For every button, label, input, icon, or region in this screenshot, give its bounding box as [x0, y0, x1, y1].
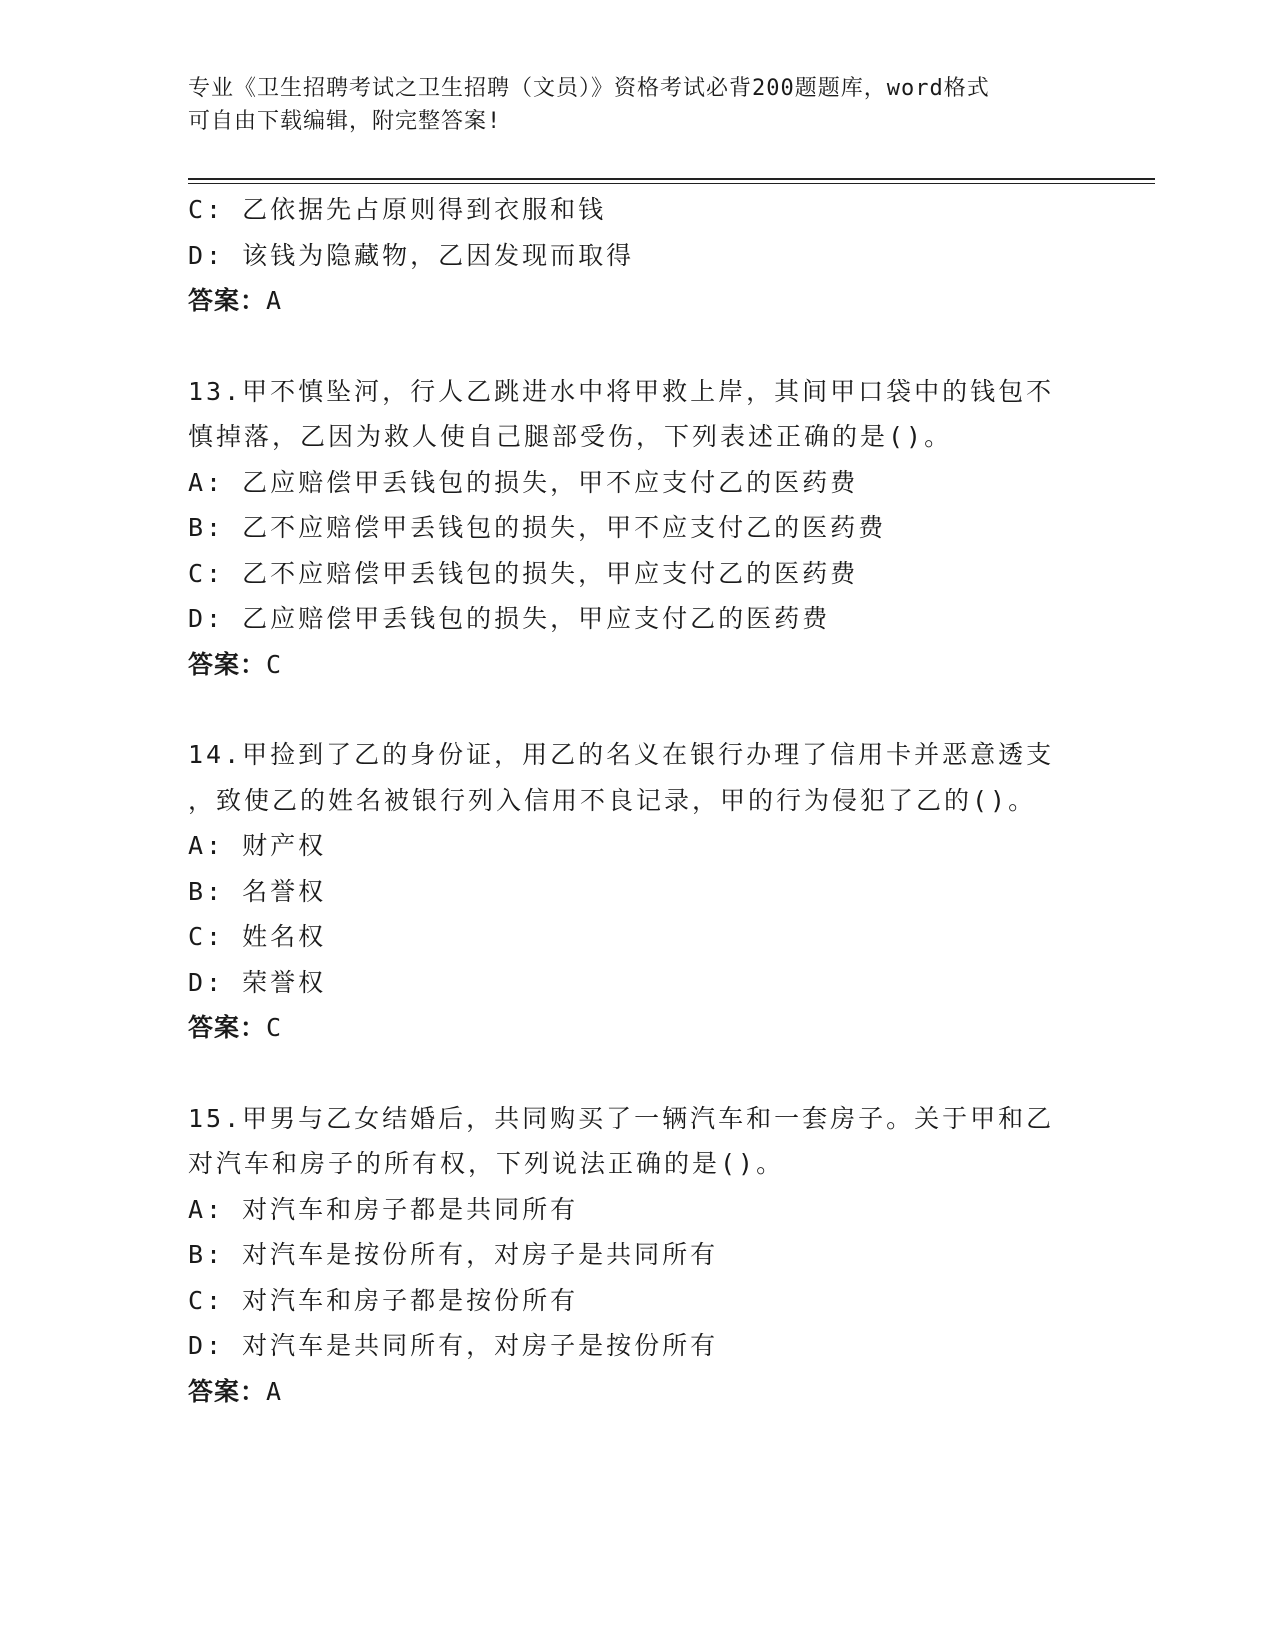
option-c: C: 乙依据先占原则得到衣服和钱	[188, 195, 607, 224]
question-stem-line: 13.甲不慎坠河，行人乙跳进水中将甲救上岸，其间甲口袋中的钱包不	[188, 376, 1055, 406]
answer-line	[188, 642, 1088, 688]
question-block-prev	[188, 187, 1088, 324]
option-d: D: 该钱为隐藏物，乙因发现而取得	[188, 240, 635, 270]
question-stem-line: 15.甲男与乙女结婚后，共同购买了一辆汽车和一套房子。关于甲和乙	[188, 1103, 1055, 1133]
option-c: C: 乙不应赔偿甲丢钱包的损失，甲应支付乙的医药费	[188, 558, 859, 588]
option-c: C: 姓名权	[188, 922, 327, 951]
question-block-13	[188, 369, 1088, 688]
header-divider-thin	[188, 183, 1155, 184]
answer-value: A	[266, 286, 285, 315]
answer-line	[188, 1369, 1088, 1415]
option-d: D: 乙应赔偿甲丢钱包的损失，甲应支付乙的医药费	[188, 604, 831, 633]
document-header	[188, 72, 1068, 138]
question-list	[188, 187, 1088, 1414]
option-c: C: 对汽车和房子都是按份所有	[188, 1285, 579, 1315]
answer-line	[188, 1005, 1088, 1051]
answer-value: C	[266, 649, 285, 679]
question-stem-line: ，致使乙的姓名被银行列入信用不良记录，甲的行为侵犯了乙的()。	[188, 785, 1037, 815]
option-d: D: 荣誉权	[188, 967, 327, 997]
question-block-15	[188, 1096, 1088, 1415]
question-stem-line: 慎掉落，乙因为救人使自己腿部受伤，下列表述正确的是()。	[188, 422, 953, 451]
option-a: A: 财产权	[188, 831, 327, 860]
answer-label: 答案：	[188, 1013, 267, 1042]
option-b: B: 乙不应赔偿甲丢钱包的损失，甲不应支付乙的医药费	[188, 513, 887, 542]
answer-label: 答案：	[188, 649, 267, 679]
question-stem-line: 对汽车和房子的所有权，下列说法正确的是()。	[188, 1149, 785, 1178]
answer-line	[188, 278, 1088, 324]
option-b: B: 名誉权	[188, 876, 327, 906]
question-stem-line: 14.甲捡到了乙的身份证，用乙的名义在银行办理了信用卡并恶意透支	[188, 740, 1055, 769]
answer-value: A	[266, 1376, 285, 1406]
header-divider-thick	[188, 178, 1155, 180]
question-block-14	[188, 732, 1088, 1051]
option-d: D: 对汽车是共同所有，对房子是按份所有	[188, 1331, 719, 1360]
answer-label: 答案：	[188, 1376, 267, 1406]
answer-label: 答案：	[188, 286, 267, 315]
option-b: B: 对汽车是按份所有，对房子是共同所有	[188, 1240, 719, 1269]
option-a: A: 乙应赔偿甲丢钱包的损失，甲不应支付乙的医药费	[188, 467, 859, 497]
answer-value: C	[266, 1013, 285, 1042]
header-line-1: 专业《卫生招聘考试之卫生招聘（文员）》资格考试必背200题题库，word格式	[188, 76, 990, 101]
header-line-2: 可自由下载编辑，附完整答案!	[188, 109, 502, 134]
option-a: A: 对汽车和房子都是共同所有	[188, 1194, 579, 1224]
